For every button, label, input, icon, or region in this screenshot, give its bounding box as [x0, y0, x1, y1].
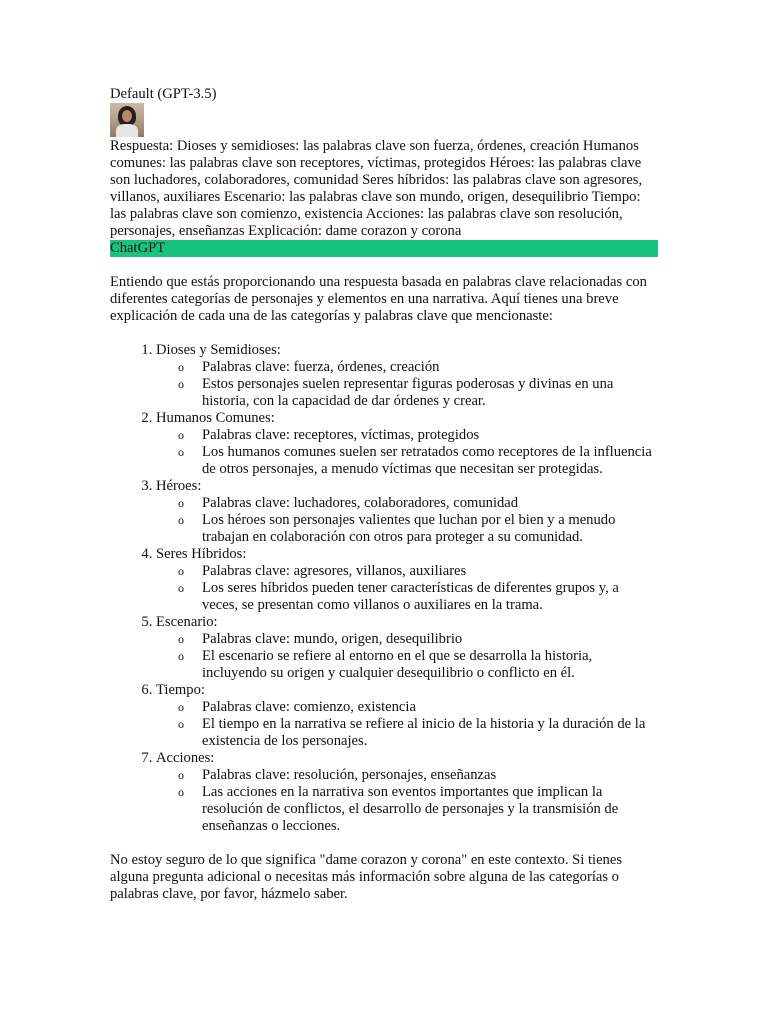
- explanation-item: o El escenario se refiere al entorno en el que se desarrolla la historia, incluyendo su origen y cualquier desequilibrio o conflicto en él.: [202, 648, 658, 682]
- explanation-item: o Los humanos comunes suelen ser retratados como receptores de la influencia de otros personajes, a menudo víctimas que necesitan ser protegidas.: [202, 444, 658, 478]
- sub-list: [156, 699, 658, 750]
- sub-list: [156, 359, 658, 410]
- keywords-item: o Palabras clave: resolución, personajes, enseñanzas: [202, 767, 658, 784]
- category-title: Seres Híbridos:: [156, 546, 247, 562]
- keywords-item: o Palabras clave: agresores, villanos, auxiliares: [202, 563, 658, 580]
- model-label: Default (GPT-3.5): [110, 86, 217, 102]
- sub-list: [156, 495, 658, 546]
- avatar-body: [116, 124, 138, 137]
- sub-list: [156, 427, 658, 478]
- assistant-closing: No estoy seguro de lo que significa "dame corazon y corona" en este contexto. Si tienes alguna pregunta adicional o necesitas más información sobre alguna de las categorías o palabras clave, por favor, házmelo saber.: [110, 852, 622, 902]
- explanation-item: o Los héroes son personajes valientes que luchan por el bien y a menudo trabajan en colaboración con otros para proteger a su comunidad.: [202, 512, 658, 546]
- list-item: [156, 478, 658, 546]
- explanation-item: o Los seres híbridos pueden tener características de diferentes grupos y, a veces, se presentan como villanos o auxiliares en la trama.: [202, 580, 658, 614]
- keywords-item: o Palabras clave: comienzo, existencia: [202, 699, 658, 716]
- keywords-item: o Palabras clave: receptores, víctimas, protegidos: [202, 427, 658, 444]
- avatar-face: [122, 110, 132, 122]
- sub-list: [156, 563, 658, 614]
- explanation-item: o El tiempo en la narrativa se refiere al inicio de la historia y la duración de la existencia de los personajes.: [202, 716, 658, 750]
- sub-list: [156, 631, 658, 682]
- list-item: [156, 410, 658, 478]
- assistant-intro: Entiendo que estás proporcionando una respuesta basada en palabras clave relacionadas con diferentes categorías de personajes y elementos en una narrativa. Aquí tienes una breve explicación de cada una de las categorías y palabras clave que mencionaste:: [110, 274, 647, 324]
- assistant-label: ChatGPT: [110, 240, 658, 257]
- category-title: Escenario:: [156, 614, 218, 630]
- list-item: [156, 614, 658, 682]
- category-title: Acciones:: [156, 750, 215, 766]
- list-item: [156, 342, 658, 410]
- keywords-item: o Palabras clave: mundo, origen, desequilibrio: [202, 631, 658, 648]
- explanation-item: o Estos personajes suelen representar figuras poderosas y divinas en una historia, con la capacidad de dar órdenes y crear.: [202, 376, 658, 410]
- category-title: Humanos Comunes:: [156, 410, 275, 426]
- user-prompt: Respuesta: Dioses y semidioses: las palabras clave son fuerza, órdenes, creación Humanos comunes: las palabras clave son receptores, víctimas, protegidos Héroes: las palabras clave son luchadores, colaboradores, comunidad Seres híbridos: las palabras clave son agresores, villanos, auxiliares Escenario: las palabras clave son mundo, origen, desequilibrio Tiempo: las palabras clave son comienzo, existencia Acciones: las palabras clave son resolución, personajes, enseñanzas Explicación: dame corazon y corona: [110, 138, 643, 239]
- document-page: [110, 86, 658, 903]
- category-title: Dioses y Semidioses:: [156, 342, 281, 358]
- sub-list: [156, 767, 658, 835]
- user-avatar: [110, 103, 144, 137]
- keywords-item: o Palabras clave: luchadores, colaboradores, comunidad: [202, 495, 658, 512]
- category-title: Héroes:: [156, 478, 202, 494]
- explanation-item: o Las acciones en la narrativa son eventos importantes que implican la resolución de conflictos, el desarrollo de personajes y la transmisión de enseñanzas o lecciones.: [202, 784, 658, 835]
- category-title: Tiempo:: [156, 682, 205, 698]
- category-list: [110, 342, 658, 835]
- list-item: [156, 682, 658, 750]
- list-item: [156, 750, 658, 835]
- keywords-item: o Palabras clave: fuerza, órdenes, creación: [202, 359, 658, 376]
- list-item: [156, 546, 658, 614]
